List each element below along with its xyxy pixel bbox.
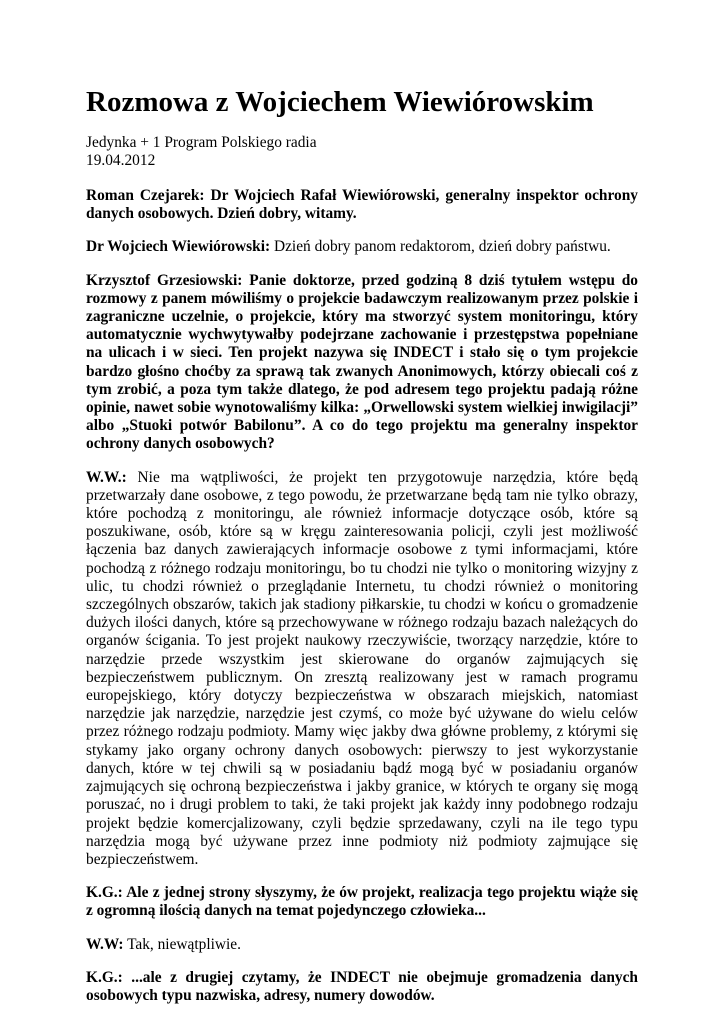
speaker-label: Krzysztof Grzesiowski: (86, 271, 243, 289)
broadcast-date: 19.04.2012 (86, 152, 156, 169)
paragraph-text: ...ale z drugiej czytamy, że INDECT nie obejmuje gromadzenia danych osobowych typu nazwiska, adresy, numery dowodów. (86, 968, 638, 1004)
speaker-label: K.G.: (86, 884, 123, 902)
paragraph-5 (86, 884, 638, 920)
paragraph-text: Tak, niewątpliwie. (123, 935, 241, 953)
paragraph-text: Ale z jednej strony słyszymy, że ów projekt, realizacja tego projektu wiąże się z ogromną ilością danych na temat pojedynczego człowieka... (86, 884, 638, 920)
paragraph-2 (86, 238, 638, 256)
paragraph-text: Panie doktorze, przed godziną 8 dziś tytułem wstępu do rozmowy z panem mówiliśmy o projekcie badawczym realizowanym przez polskie i zagraniczne uczelnie, o projekcie, który ma stworzyć system monitoringu, który automatycznie wychwytywałby podejrzane zachowanie i przestępstwa popełniane na ulicach i w sieci. Ten projekt nazywa się INDECT i stało się o tym projekcie bardzo głośno choćby za sprawą tak zwanych Anonimowych, którzy obiecali coś z tym zrobić, a poza tym także dlatego, że pod adresem tego projektu padają różne opinie, nawet sobie wynotowaliśmy kilka: „Orwellowski system wielkiej inwigilacji” albo „Stuoki potwór Babilonu”. A co do tego projektu ma generalny inspektor ochrony danych osobowych? (86, 271, 639, 453)
paragraph-text: Dzień dobry panom redaktorom, dzień dobry państwu. (270, 238, 611, 256)
document-meta (86, 134, 638, 170)
paragraph-text: Nie ma wątpliwości, że projekt ten przygotowuje narzędzia, które będą przetwarzały dane osobowe, z tego powodu, że przetwarzane będą tam nie tylko obrazy, które pochodzą z monitoringu, ale również informacje dotyczące osób, które są poszukiwane, osób, które są w kręgu zainteresowania policji, czyli jest możliwość łączenia baz danych zawierających informacje osobowe z tymi informacjami, które pochodzą z różnego rodzaju monitoringu, bo tu chodzi nie tylko o monitoring wizyjny z ulic, tu chodzi również o przeglądanie Internetu, tu chodzi również o monitoring szczególnych obszarów, takich jak stadiony piłkarskie, tu chodzi w końcu o gromadzenie dużych ilości danych, które są przechowywane w różnego rodzaju bazach należących do organów ścigania. To jest projekt naukowy rzeczywiście, tworzący narzędzie, które to narzędzie przede wszystkim jest skierowane do organów zajmujących się bezpieczeństwem publicznym. On zresztą realizowany jest w ramach programu europejskiego, który dotyczy bezpieczeństwa w obszarach miejskich, natomiast narzędzie jak narzędzie, narzędzie jest czymś, co może być używane do wielu celów przez różnego rodzaju podmioty. Mamy więc jakby dwa główne problemy, z którymi się stykamy jako organy ochrony danych osobowych: pierwszy to jest wykorzystanie danych, które w tej chwili są w posiadaniu bądź mogą być w posiadaniu organów zajmujących się ochroną bezpieczeństwa i jakby granice, w których te organy się mogą poruszać, no i drugi problem to taki, że taki projekt jak każdy inny podobnego rodzaju projekt będzie komercjalizowany, czyli będzie sprzedawany, czyli na ile tego typu narzędzia mogą być używane przez inne podmioty niż podmioty zajmujące się bezpieczeństwem. (86, 468, 638, 868)
speaker-label: K.G.: (86, 968, 123, 986)
paragraph-4 (86, 469, 638, 869)
paragraph-3 (86, 272, 638, 454)
speaker-label: W.W: (86, 935, 124, 953)
paragraph-6 (86, 936, 638, 954)
paragraph-text: Dr Wojciech Rafał Wiewiórowski, generalny inspektor ochrony danych osobowych. Dzień dobry, witamy. (86, 187, 638, 223)
broadcast-source: Jedynka + 1 Program Polskiego radia (86, 134, 317, 151)
speaker-label: W.W.: (86, 468, 127, 486)
paragraph-7 (86, 969, 638, 1005)
speaker-label: Dr Wojciech Wiewiórowski: (86, 238, 271, 256)
paragraph-1 (86, 187, 638, 223)
document-title: Rozmowa z Wojciechem Wiewiórowskim (86, 86, 594, 118)
speaker-label: Roman Czejarek: (86, 187, 205, 204)
